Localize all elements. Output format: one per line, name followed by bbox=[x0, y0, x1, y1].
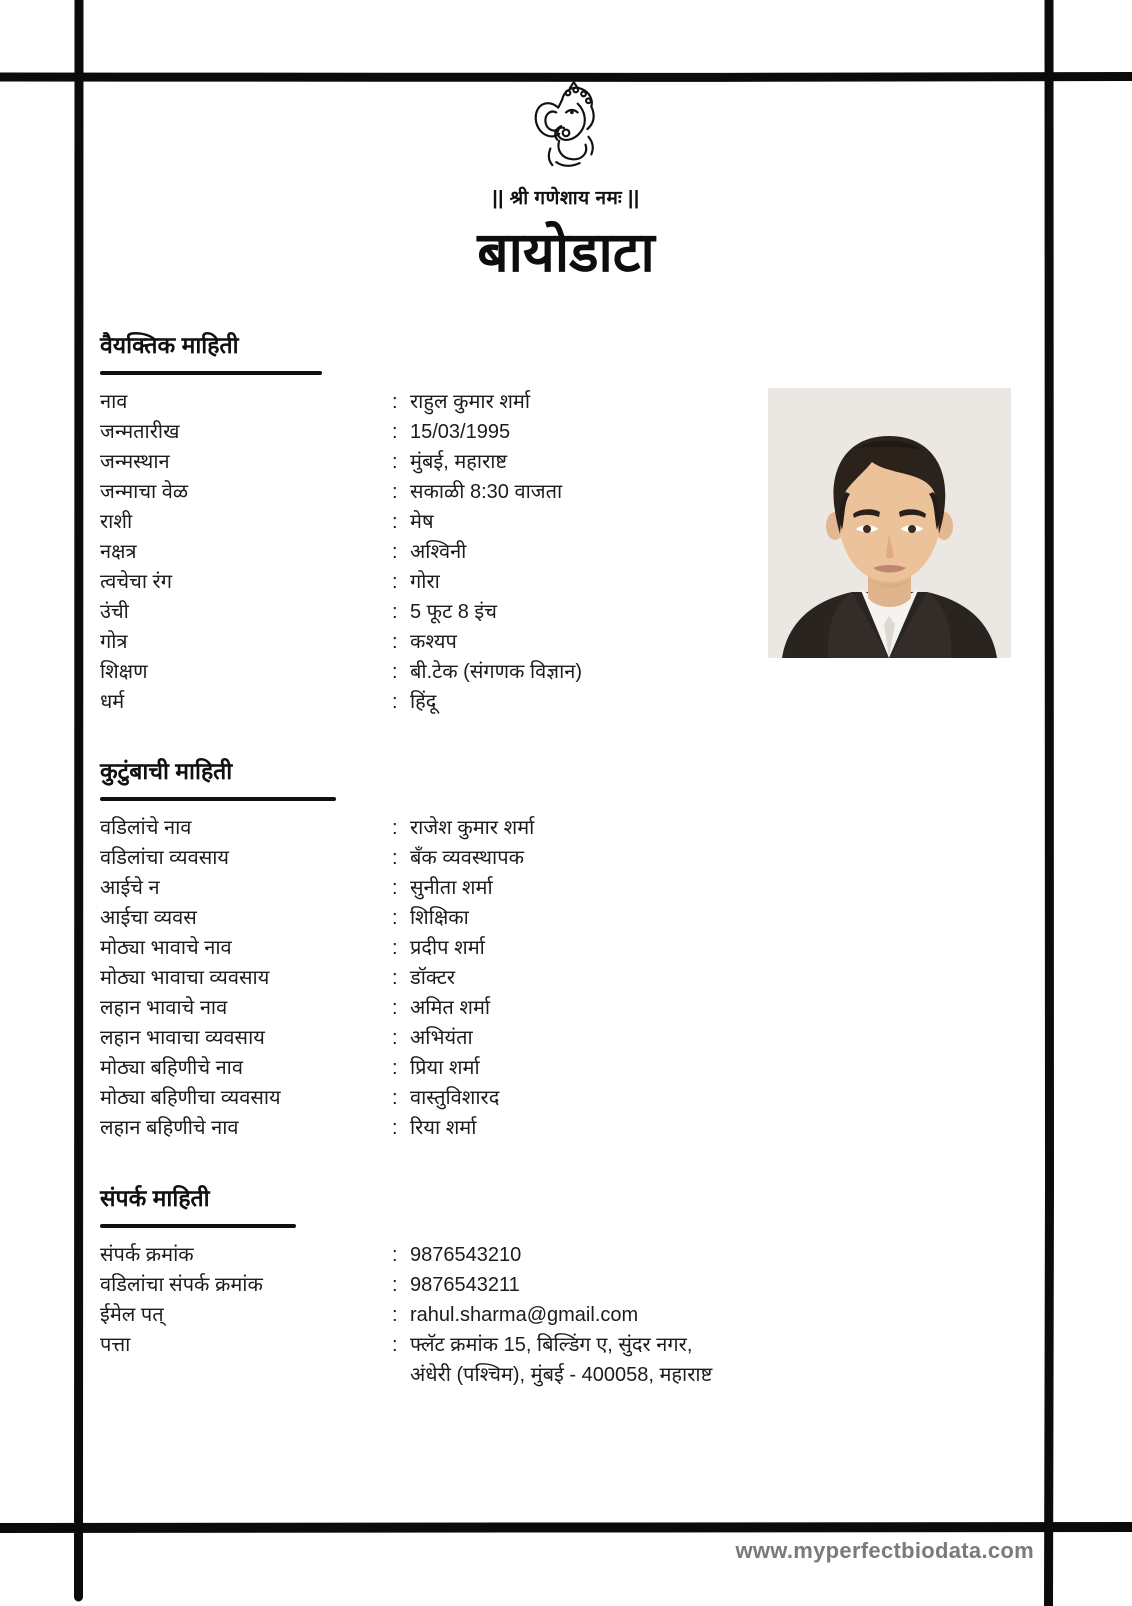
field-label: वडिलांचा व्यवसाय bbox=[100, 847, 230, 869]
field-value: सकाळी 8:30 वाजता bbox=[410, 481, 563, 503]
field-row bbox=[100, 447, 760, 477]
field-row bbox=[100, 1270, 760, 1300]
field-value: अमित शर्मा bbox=[410, 997, 491, 1019]
heading-underline bbox=[100, 797, 336, 801]
field-value: हिंदू bbox=[410, 691, 437, 713]
website-watermark: www.myperfectbiodata.com bbox=[735, 1538, 1034, 1563]
field-value: कश्यप bbox=[410, 631, 457, 653]
colon-separator: : bbox=[392, 1027, 398, 1049]
field-row bbox=[100, 567, 760, 597]
field-value bbox=[410, 1330, 760, 1390]
field-label: वडिलांचा संपर्क क्रमांक bbox=[100, 1274, 263, 1296]
invocation-text: || श्री गणेशाय नमः || bbox=[492, 188, 640, 209]
field-label: ईमेल पत् bbox=[100, 1304, 164, 1326]
heading-underline bbox=[100, 1224, 296, 1228]
colon-separator: : bbox=[392, 1117, 398, 1139]
field-value: अभियंता bbox=[410, 1027, 473, 1049]
field-row bbox=[100, 1053, 760, 1083]
field-row bbox=[100, 387, 760, 417]
field-label: जन्मस्थान bbox=[100, 451, 170, 473]
colon-separator: : bbox=[392, 1057, 398, 1079]
field-value: शिक्षिका bbox=[410, 907, 469, 929]
colon-separator: : bbox=[392, 451, 398, 473]
field-row bbox=[100, 537, 760, 567]
field-row bbox=[100, 933, 760, 963]
colon-separator: : bbox=[392, 661, 398, 683]
field-row bbox=[100, 1240, 760, 1270]
field-rows bbox=[100, 1240, 760, 1390]
colon-separator: : bbox=[392, 631, 398, 653]
section-personal-info bbox=[100, 331, 760, 717]
colon-separator: : bbox=[392, 571, 398, 593]
colon-separator: : bbox=[392, 967, 398, 989]
field-value: अश्विनी bbox=[410, 541, 467, 563]
field-row bbox=[100, 1113, 760, 1143]
field-value: 5 फूट 8 इंच bbox=[410, 601, 497, 623]
field-label: मोठ्या बहिणीचे नाव bbox=[100, 1057, 243, 1079]
field-row bbox=[100, 843, 760, 873]
field-label: लहान भावाचे नाव bbox=[100, 997, 228, 1019]
address-line-1: फ्लॅट क्रमांक 15, बिल्डिंग ए, सुंदर नगर, bbox=[410, 1334, 693, 1356]
field-value: राहुल कुमार शर्मा bbox=[410, 391, 531, 413]
field-value: सुनीता शर्मा bbox=[410, 877, 493, 899]
field-label: आईचे न bbox=[100, 877, 160, 899]
colon-separator: : bbox=[392, 541, 398, 563]
field-value: बँक व्यवस्थापक bbox=[410, 847, 524, 869]
field-value: 9876543210 bbox=[410, 1244, 522, 1266]
field-row bbox=[100, 657, 760, 687]
field-row bbox=[100, 477, 760, 507]
field-row bbox=[100, 507, 760, 537]
colon-separator: : bbox=[392, 877, 398, 899]
colon-separator: : bbox=[392, 937, 398, 959]
colon-separator: : bbox=[392, 997, 398, 1019]
colon-separator: : bbox=[392, 847, 398, 869]
field-value: डॉक्टर bbox=[410, 967, 456, 989]
field-label: नाव bbox=[100, 391, 128, 413]
field-row bbox=[100, 813, 760, 843]
field-label: गोत्र bbox=[100, 631, 128, 653]
colon-separator: : bbox=[392, 1244, 398, 1266]
section-heading: कुटुंबाची माहिती bbox=[100, 758, 233, 784]
field-label: शिक्षण bbox=[100, 661, 148, 683]
profile-photo bbox=[768, 388, 1011, 658]
field-value: rahul.sharma@gmail.com bbox=[410, 1304, 639, 1326]
field-label: पत्ता bbox=[100, 1334, 131, 1356]
field-label: जन्माचा वेळ bbox=[100, 481, 189, 503]
page-title: बायोडाटा bbox=[477, 221, 655, 283]
colon-separator: : bbox=[392, 421, 398, 443]
field-rows bbox=[100, 387, 760, 717]
field-row bbox=[100, 597, 760, 627]
colon-separator: : bbox=[392, 691, 398, 713]
field-row bbox=[100, 903, 760, 933]
section-heading: वैयक्तिक माहिती bbox=[100, 332, 239, 358]
colon-separator: : bbox=[392, 1334, 398, 1356]
section-family-info bbox=[100, 757, 760, 1143]
field-value: 9876543211 bbox=[410, 1274, 520, 1296]
field-value: प्रदीप शर्मा bbox=[410, 937, 485, 959]
field-value: 15/03/1995 bbox=[410, 421, 511, 443]
colon-separator: : bbox=[392, 601, 398, 623]
colon-separator: : bbox=[392, 511, 398, 533]
field-label: उंची bbox=[100, 601, 129, 623]
field-row bbox=[100, 993, 760, 1023]
field-row bbox=[100, 1023, 760, 1053]
colon-separator: : bbox=[392, 907, 398, 929]
field-row bbox=[100, 627, 760, 657]
colon-separator: : bbox=[392, 1274, 398, 1296]
field-label: वडिलांचे नाव bbox=[100, 817, 192, 839]
field-label: धर्म bbox=[100, 691, 125, 713]
field-row bbox=[100, 1300, 760, 1330]
field-row bbox=[100, 873, 760, 903]
field-label: संपर्क क्रमांक bbox=[100, 1244, 194, 1266]
field-value: राजेश कुमार शर्मा bbox=[410, 817, 535, 839]
field-label: लहान भावाचा व्यवसाय bbox=[100, 1027, 265, 1049]
field-label: मोठ्या भावाचा व्यवसाय bbox=[100, 967, 270, 989]
field-label: मोठ्या भावाचे नाव bbox=[100, 937, 232, 959]
colon-separator: : bbox=[392, 817, 398, 839]
field-row bbox=[100, 1330, 760, 1390]
field-value: मेष bbox=[410, 511, 434, 533]
colon-separator: : bbox=[392, 1304, 398, 1326]
colon-separator: : bbox=[392, 481, 398, 503]
field-label: जन्मतारीख bbox=[100, 421, 180, 443]
colon-separator: : bbox=[392, 391, 398, 413]
field-value: बी.टेक (संगणक विज्ञान) bbox=[410, 661, 583, 683]
field-label: आईचा व्यवस bbox=[100, 907, 197, 929]
address-line-2: अंधेरी (पश्चिम), मुंबई - 400058, महाराष्ट bbox=[410, 1364, 713, 1386]
section-heading: संपर्क माहिती bbox=[100, 1185, 210, 1211]
field-value: मुंबई, महाराष्ट bbox=[410, 451, 508, 473]
field-label: मोठ्या बहिणीचा व्यवसाय bbox=[100, 1087, 281, 1109]
field-row bbox=[100, 687, 760, 717]
field-value: प्रिया शर्मा bbox=[410, 1057, 480, 1079]
field-row bbox=[100, 417, 760, 447]
field-label: त्वचेचा रंग bbox=[100, 571, 172, 593]
field-value: रिया शर्मा bbox=[410, 1117, 477, 1139]
ganesha-icon bbox=[527, 80, 605, 178]
field-value: गोरा bbox=[410, 571, 440, 593]
colon-separator: : bbox=[392, 1087, 398, 1109]
heading-underline bbox=[100, 371, 322, 375]
field-row bbox=[100, 1083, 760, 1113]
field-row bbox=[100, 963, 760, 993]
section-contact-info bbox=[100, 1184, 760, 1390]
field-value: वास्तुविशारद bbox=[410, 1087, 500, 1109]
field-label: राशी bbox=[100, 511, 133, 533]
field-rows bbox=[100, 813, 760, 1143]
field-label: नक्षत्र bbox=[100, 541, 137, 563]
field-label: लहान बहिणीचे नाव bbox=[100, 1117, 239, 1139]
